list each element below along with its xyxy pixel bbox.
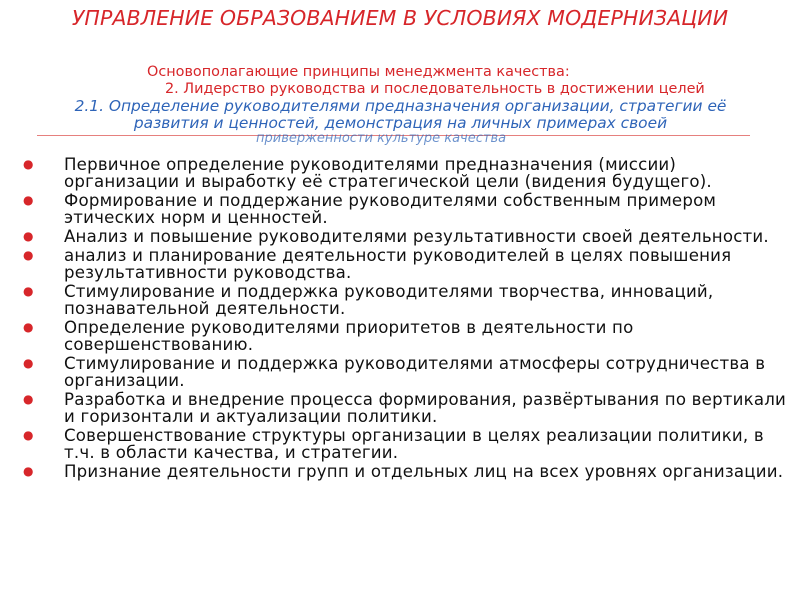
bullet-list — [18, 156, 788, 482]
bullet-text: Анализ и повышение руководителями результативности своей деятельности. — [64, 227, 769, 246]
bullet-item — [18, 247, 788, 281]
bullet-item — [18, 355, 788, 389]
bullet-dot-icon: ● — [23, 193, 34, 207]
principles-heading: Основополагающие принципы менеджмента качества: — [147, 64, 570, 80]
bullet-text: Определение руководителями приоритетов в деятельности по совершенствованию. — [64, 318, 634, 354]
bullet-item — [18, 427, 788, 461]
principle-2-1-line1: 2.1. Определение руководителями предназначения организации, стратегии её — [74, 97, 727, 115]
bullet-dot-icon: ● — [23, 392, 34, 406]
bullet-dot-icon: ● — [23, 320, 34, 334]
bullet-text: Стимулирование и поддержка руководителями творчества, инноваций, познавательной деятельности. — [64, 282, 714, 318]
bullet-dot-icon: ● — [23, 428, 34, 442]
bullet-dot-icon: ● — [23, 464, 34, 478]
principle-2-heading: 2. Лидерство руководства и последовательность в достижении целей — [165, 81, 705, 97]
bullet-text: Совершенствование структуры организации в целях реализации политики, в т.ч. в области качества, и стратегии. — [64, 426, 764, 462]
bullet-item — [18, 463, 788, 480]
principle-2-1-heading — [28, 98, 773, 132]
bullet-dot-icon: ● — [23, 157, 34, 171]
bullet-item — [18, 319, 788, 353]
bullet-dot-icon: ● — [23, 248, 34, 262]
bullet-item — [18, 391, 788, 425]
principle-2-1-line3: приверженности культуре качества — [256, 131, 507, 146]
bullet-dot-icon: ● — [23, 356, 34, 370]
principle-2-1-line2: развития и ценностей, демонстрация на личных примерах своей — [133, 114, 668, 132]
bullet-item — [18, 192, 788, 226]
bullet-text: анализ и планирование деятельности руководителей в целях повышения результативности руководства. — [64, 246, 732, 282]
bullet-item — [18, 156, 788, 190]
bullet-text: Признание деятельности групп и отдельных лиц на всех уровнях организации. — [64, 462, 784, 481]
bullet-text: Стимулирование и поддержка руководителями атмосферы сотрудничества в организации. — [64, 354, 766, 390]
bullet-text: Формирование и поддержание руководителями собственным примером этических норм и ценностей. — [64, 191, 717, 227]
bullet-text: Первичное определение руководителями предназначения (миссии) организации и выработку её стратегической цели (видения будущего). — [64, 155, 712, 191]
bullet-text: Разработка и внедрение процесса формирования, развёртывания по вертикали и горизонтали и актуализации политики. — [64, 390, 787, 426]
bullet-item — [18, 228, 788, 245]
slide-title: УПРАВЛЕНИЕ ОБРАЗОВАНИЕМ В УСЛОВИЯХ МОДЕРНИЗАЦИИ — [71, 6, 729, 30]
bullet-dot-icon: ● — [23, 229, 34, 243]
bullet-item — [18, 283, 788, 317]
bullet-dot-icon: ● — [23, 284, 34, 298]
